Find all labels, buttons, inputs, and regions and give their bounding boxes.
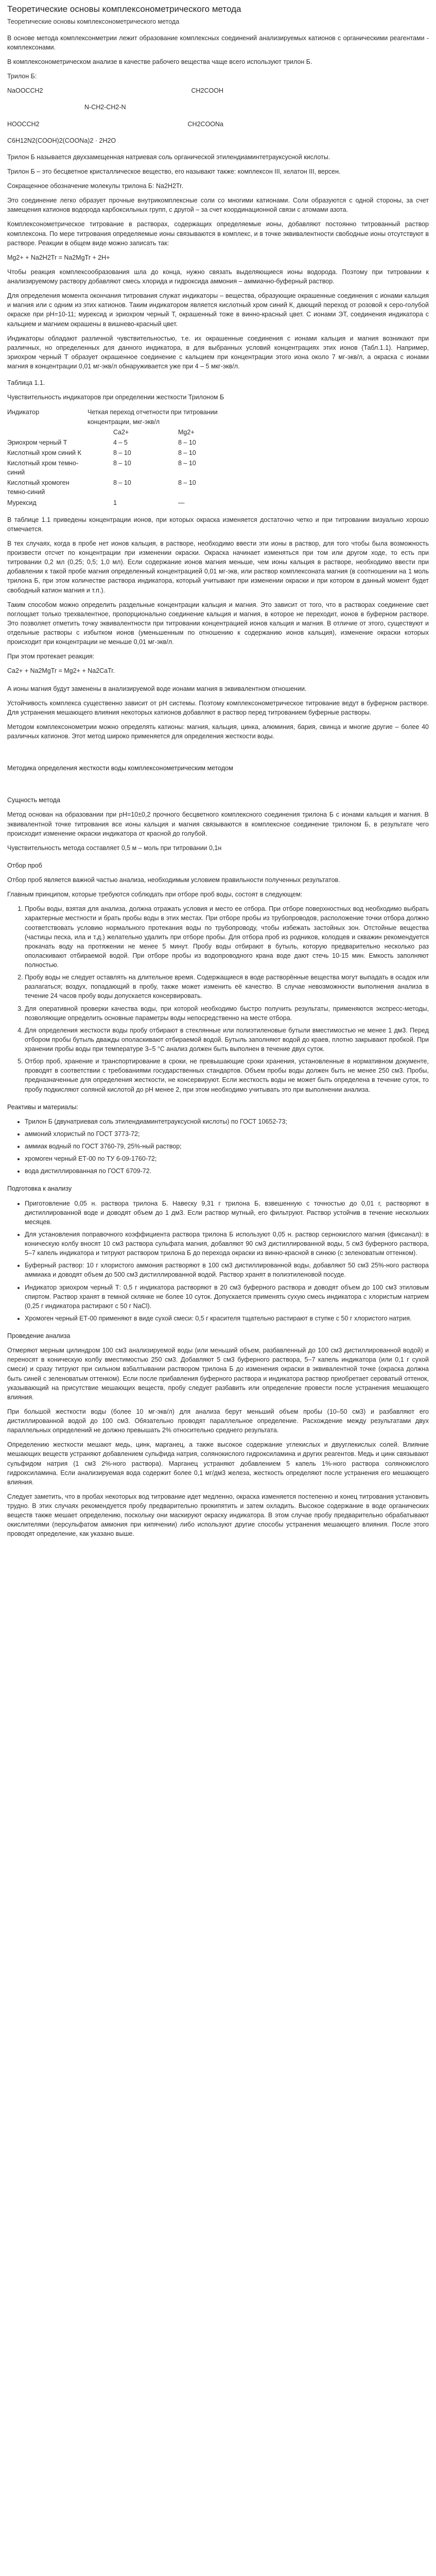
paragraph: В таблице 1.1 приведены концентрации ионов, при которых окраска изменяется достаточно четко и при титровании визуально хорошо отмечается. bbox=[7, 516, 429, 533]
structure-row1-right: CH2COOH bbox=[191, 87, 223, 95]
indicator-table bbox=[7, 407, 245, 507]
table-cell-mg: 8 – 10 bbox=[178, 438, 196, 446]
paragraph: Главным принципом, которые требуются соблюдать при отборе проб воды, состоят в следующем: bbox=[7, 891, 303, 899]
list-item: 2. Пробу воды не следует оставлять на длительное время. Содержащиеся в воде растворённые вещества могут выпадать в осадок или разлагаться; воздух, попадающий в пробу, также может изменить её качество. В случае невозможности выполнения анализа в течение 24 часов пробу воды допускается консервировать. bbox=[25, 973, 429, 1001]
list-item: • Приготовление 0,05 н. раствора трилона Б. Навеску 9,31 г трилона Б, взвешенную с точностью до 0,01 г, растворяют в дистиллированной воде и доводят объем до 1 дм3. Если раствор мутный, его фильтруют. Раствор устойчив в течение нескольких месяцев. bbox=[25, 1199, 429, 1227]
table-cell-name: Кислотный хром темно-синий bbox=[7, 460, 79, 477]
paragraph: Это соединение легко образует прочные внутрикомплексные соли со многими катионами. Соли образуются с одной стороны, за счет замещения катионов водорода карбоксильных групп, с другой – за счет координационной связи с атомами азота. bbox=[7, 197, 429, 214]
paragraph: Устойчивость комплекса существенно зависит от pH системы. Поэтому комплексонометрическое титрование ведут в буферном растворе. Для устранения мешающего влияния некоторых катионов добавляют в раствор перед титрованием буферные растворы. bbox=[7, 699, 429, 716]
list-item: • аммиак водный по ГОСТ 3760-79, 25%-ный раствор; bbox=[25, 1142, 429, 1151]
reaction-equation: Mg2+ + Na2H2Tr = Na2MgTr + 2H+ bbox=[7, 253, 110, 261]
intro-paragraph: В основе метода комплексонметрии лежит образование комплексных соединений анализируемых катионов с органическими реагентами - комплексонами. bbox=[7, 34, 429, 51]
table-cell-mg: — bbox=[178, 499, 185, 506]
section-heading: Подготовка к анализу bbox=[7, 1185, 72, 1193]
paragraph: Чтобы реакция комплексообразования шла до конца, нужно связать выделяющиеся ионы водорода. Поэтому при титровании к анализируемому раствору добавляют смесь хлорида и гидроксида аммония – аммиачно-буферный раствор. bbox=[7, 268, 429, 285]
paragraph: В тех случаях, когда в пробе нет ионов кальция, в растворе, необходимо ввести эти ионы в раствор, для того чтобы была возможность произвести отсчет по концентрации при изменении окраски. Окраска начинает изменяться при том или другом ходе, то есть при титровании 0,2 мл (0,25; 0,5; 1,0 мл). Если содержание ионов магния меньше, чем ионы кальция в растворе, необходимо ввести при добавлении к такой пробе магния определенный концентрацией 0,01 мг-экв, или раствор комплексоната магния (в соотношении на 1 моль трилона Б, при этом количестве раствора индикатора, который учитывают при изменении окраски и при котором в данный момент будет свободный катион магния и т.п.). bbox=[7, 539, 429, 594]
paragraph: Следует заметить, что в пробах некоторых вод титрование идет медленно, окраска изменяется постепенно и конец титрования установить трудно. В этих случаях рекомендуется пробу предварительно прокипятить и затем охладить. Высокое содержание в воде органических веществ также мешает определению, поскольку они маскируют окраску индикатора. В этом случае пробу предварительно обрабатывают окислителями (персульфатом аммония при кипячении) либо используют другие способы устранения мешающего влияния. После этого проводят определение, как указано выше. bbox=[7, 1493, 429, 1538]
table-row bbox=[7, 458, 245, 478]
paragraph: При этом протекает реакция: bbox=[7, 653, 95, 660]
list-item: • Для установления поправочного коэффициента раствора трилона Б используют 0,05 н. раствор сернокислого магния (фиксанал): в коническую колбу вносят 10 см3 раствора сульфата магния, добавляют 90 см3 дистиллированной воды, 5 см3 буферного раствора, 5–7 капель индикатора и титруют раствором трилона Б до перехода окраски из винно-красной в синюю (с зеленоватым оттенком). bbox=[25, 1230, 429, 1258]
list-item: • аммоний хлористый по ГОСТ 3773-72; bbox=[25, 1129, 429, 1139]
trilon-label: Трилон Б: bbox=[7, 73, 37, 80]
table-row bbox=[7, 448, 245, 458]
table-subheader-row bbox=[7, 427, 245, 437]
paragraph: А ионы магния будут заменены в анализируемой воде ионами магния в эквивалентном отношении. bbox=[7, 685, 307, 692]
table-cell-name: Мурексид bbox=[7, 499, 37, 506]
section-heading: Отбор проб bbox=[7, 861, 42, 869]
section-heading: Методика определения жесткости воды комплексонометрическим методом bbox=[7, 765, 233, 772]
table-row bbox=[7, 437, 245, 448]
table-subheader-ca: Ca2+ bbox=[113, 428, 129, 436]
table-header-row bbox=[7, 407, 245, 427]
paragraph: Таким способом можно определить раздельные концентрации кальция и магния. Это зависит от того, что в растворах соединение свет поглощает только трехвалентное, пропорционально соединение кальция и магния, в которое не переходит, ионов в буферном растворе. Это позволяет отметить точку эквивалентности при титровании концентрацией ионов кальция и магния. В отличие от этого, существуют и отдельные растворы с избытком ионов (уменьшенным по отношению к содержанию ионов кальция), изменение окраски которых происходит при концентрации не меньше 0,01 мг-экв/л. bbox=[7, 601, 429, 646]
paragraph: Индикаторы обладают различной чувствительностью, т.е. их окрашенные соединения с ионами кальция и магния возникают при различных, но определенных для данного индикатора, в для выбранных условий концентрациях этих ионов (Табл.1.1). Например, эриохром черный Т образует окрашенное соединение с кальцием при концентрации этого иона около 7 мг-экв/л, а окраска с ионами магния в концентрации 0,01 мг-экв/л обнаруживается уже при 4 – 5 мкг-экв/л. bbox=[7, 334, 429, 370]
paragraph: Отбор проб является важной частью анализа, необходимым условием правильности полученных результатов. bbox=[7, 876, 340, 884]
table-caption: Таблица 1.1. bbox=[7, 379, 45, 387]
paragraph: Для определения момента окончания титрования служат индикаторы – вещества, образующие окрашенные соединения с ионами кальция и магния или с одним из этих катионов. Таким индикатором является кислотный хром синий К, дающий переход от розовой к серо-голубой окраске при pH=10-11; мурексид и эриохром черный Т, окрашенный тоже в винно-красный цвет. С ионами ЭТ, соединения индикатора с кальцием и магнием окрашены в вишнево-красный цвет. bbox=[7, 292, 429, 328]
table-header-indicator: Индикатор bbox=[7, 409, 40, 416]
table-cell-name: Кислотный хромоген темно-синий bbox=[7, 479, 69, 496]
paragraph: Сокращенное обозначение молекулы трилона Б: Na2H2Tr. bbox=[7, 182, 184, 190]
list-item: 3. Для оперативной проверки качества воды, при которой необходимо быстро получить результаты, применяются экспресс-методы, позволяющие определить основные параметры воды непосредственно на месте отбора. bbox=[25, 1004, 429, 1023]
table-row bbox=[7, 498, 245, 508]
paragraph: Трилон Б – это бесцветное кристаллическое вещество, его называют также: комплексон III, хелатон III, версен. bbox=[7, 167, 341, 175]
table-subheader-mg: Mg2+ bbox=[178, 428, 195, 436]
list-item: • хромоген черный ЕТ-00 по ТУ 6-09-1760-72; bbox=[25, 1154, 429, 1163]
list-item: 5. Отбор проб, хранение и транспортирование в сроки, не превышающие сроки хранения, установленные в нормативном документе, проводят в соответствии с требованиями государственных стандартов. Объем пробы воды должен быть не менее 250 см3. Пробы, предназначенные для определения жесткости, не консервируют. Если жесткость воды не может быть определена в течение суток, то пробу подкисляют соляной кислотой до pH менее 2, при этом необходимо учитывать это при выполнении анализа. bbox=[25, 1057, 429, 1094]
list-item: • Индикатор эриохром черный Т: 0,5 г индикатора растворяют в 20 см3 буферного раствора и доводят объем до 100 см3 этиловым спиртом. Раствор хранят в темной склянке не более 10 суток. Допускается применять сухую смесь индикатора с хлористым натрием (0,25 г индикатора растирают с 50 г NaCl). bbox=[25, 1283, 429, 1311]
list-item: 1. Пробы воды, взятая для анализа, должна отражать условия и место ее отбора. При отборе поверхностных вод необходимо выбрать характерные местности и брать пробы воды в этих местах. При отборе пробы из трубопроводов, расположение точки отбора должно соответствовать условию нормального протекания воды по трубопроводу, чтобы избежать застойных зон. Отстойные вещества (частицы песка, ила и т.д.) желательно удалить при отборе пробы. Для отбора проб из родников, колодцев и скважин рекомендуется прокачать воду на протяжении не менее 5 минут. Пробу воды отбирают в бутыль, которую предварительно несколько раз ополаскивают отбираемой водой. При отборе пробы из водопроводного крана воде дают стечь 10-15 мин. Емкость заполняют полностью. bbox=[25, 904, 429, 970]
list-item: • вода дистиллированная по ГОСТ 6709-72. bbox=[25, 1166, 429, 1176]
paragraph: Отмеряют мерным цилиндром 100 см3 анализируемой воды (или меньший объем, разбавленный до 100 см3 дистиллированной водой) и переносят в коническую колбу вместимостью 250 см3. Добавляют 5 см3 буферного раствора, 5–7 капель индикатора (или 0,1 г сухой смеси) и сразу титруют при сильном взбалтывании раствором трилона Б до изменения окраски в эквивалентной точке (окраска должна быть синей с зеленоватым оттенком). Если после прибавления буферного раствора и индикатора раствор приобретает сероватый оттенок, указывающий на присутствие мешающих веществ, пробу следует разбавить или определение провести после устранения мешающего влияния. bbox=[7, 1347, 429, 1401]
list-item: • Буферный раствор: 10 г хлористого аммония растворяют в 100 см3 дистиллированной воды, добавляют 50 см3 25%-ного раствора аммиака и доводят объем до 500 см3 дистиллированной водой. Раствор хранят в полиэтиленовой посуде. bbox=[25, 1261, 429, 1279]
paragraph: Чувствительность метода составляет 0,5 м – моль при титровании 0,1н bbox=[7, 844, 222, 852]
section-heading: Сущность метода bbox=[7, 796, 61, 804]
table-cell-ca: 8 – 10 bbox=[113, 479, 131, 487]
paragraph: Методом комплексонометрии можно определять катионы: магния, кальция, цинка, алюминия, бария, свинца и многие другие – более 40 различных катионов. Этот метод широко применяется для определения жесткости воды. bbox=[7, 723, 429, 740]
structure-row4: C6H12N2(COOH)2(COONa)2 · 2H2O bbox=[7, 137, 116, 144]
list-item: • Хромоген черный ЕТ-00 применяют в виде сухой смеси: 0,5 г красителя тщательно растирают в ступке с 50 г хлористого натрия. bbox=[25, 1314, 429, 1323]
prep-list bbox=[7, 1199, 429, 1324]
page-title: Теоретические основы комплексонометрического метода bbox=[7, 4, 241, 14]
table-row bbox=[7, 478, 245, 497]
intro-paragraph: В комплексонометрическом анализе в качестве рабочего вещества чаще всего используют трилон Б. bbox=[7, 58, 312, 66]
paragraph: Определению жесткости мешают медь, цинк, марганец, а также высокое содержание углекислых и двууглекислых солей. Влияние мешающих веществ устраняют добавлением сульфида натрия, солянокислого гидроксиламина и других реагентов. Медь и цинк связывают сульфидом натрия (1 см3 2%-ного раствора). Марганец устраняют добавлением 5 капель 1%-ного раствора солянокислого гидроксиламина. Если анализируемая вода содержит более 0,1 мг/дм3 железа, жесткость определяют после устранения его мешающего влияния. bbox=[7, 1441, 429, 1486]
table-title: Чувствительность индикаторов при определении жесткости Трилоном Б bbox=[7, 394, 224, 401]
paragraph: Трилон Б называется двухзамещенная натриевая соль органической этилендиаминтетрауксусной кислоты. bbox=[7, 153, 330, 161]
section-heading: Проведение анализа bbox=[7, 1332, 71, 1340]
structure-row2: N-CH2-CH2-N bbox=[84, 104, 126, 111]
paragraph: Комплексонометрическое титрование в растворах, содержащих определяемые ионы, добавляют постоянно титрованный раствор комплексона. По мере титрования определяемые ионы связываются в комплекс, и в точке эквивалентности свободные ионы отсутствуют в растворе. Реакции в общем виде можно записать так: bbox=[7, 221, 429, 247]
table-cell-name: Кислотный хром синий К bbox=[7, 449, 81, 456]
section-heading: Реактивы и материалы: bbox=[7, 1103, 79, 1111]
page-subtitle: Теоретические основы комплексонометрического метода bbox=[7, 18, 180, 25]
table-cell-ca: 4 – 5 bbox=[113, 438, 128, 446]
structure-row3-right: CH2COONa bbox=[187, 120, 223, 128]
table-cell-ca: 1 bbox=[113, 499, 117, 506]
table-cell-mg: 8 – 10 bbox=[178, 449, 196, 456]
list-item: • Трилон Б (двунатриевая соль этилендиаминтетрауксусной кислоты) по ГОСТ 10652-73; bbox=[25, 1117, 429, 1126]
table-header-threshold: Четкая переход отчетности при титровании концентрации, мкг-экв/л bbox=[88, 409, 218, 426]
table-cell-ca: 8 – 10 bbox=[113, 460, 131, 467]
table-cell-mg: 8 – 10 bbox=[178, 460, 196, 467]
list-item: 4. Для определения жесткости воды пробу отбирают в стеклянные или полиэтиленовые бутыли вместимостью не менее 1 дм3. Перед отбором пробы бутыль дважды ополаскивают отбираемой водой. Бутыль заполняют водой до краев, плотно закрывают пробкой. При хранении пробы воды при температуре 3–5 °С анализ должен быть выполнен в течение двух суток. bbox=[25, 1026, 429, 1054]
reaction-equation: Ca2+ + Na2MgTr = Mg2+ + Na2CaTr. bbox=[7, 667, 115, 675]
structure-formula bbox=[7, 86, 429, 145]
structure-row3-left: HOOCCH2 bbox=[7, 120, 40, 128]
paragraph: При большой жесткости воды (более 10 мг-экв/л) для анализа берут меньший объем пробы (10–50 см3) и разбавляют его дистиллированной водой до 100 см3. Обязательно проводят параллельное определение. Расхождение между результатами двух параллельных определений не должно превышать 2% относительно среднего результата. bbox=[7, 1408, 429, 1434]
structure-row1-left: NaOOCCH2 bbox=[7, 87, 43, 95]
sampling-list bbox=[7, 904, 429, 1094]
table-cell-ca: 8 – 10 bbox=[113, 449, 131, 456]
reagents-list bbox=[7, 1117, 429, 1176]
table-cell-name: Эриохром черный Т bbox=[7, 438, 67, 446]
table-cell-mg: 8 – 10 bbox=[178, 479, 196, 487]
paragraph: Метод основан на образовании при pH=10±0,2 прочного бесцветного комплексного соединения трилона Б с ионами кальция и магния. В эквивалентной точке титрования все ионы кальция и магния связываются в комплексное соединение трилоном Б, в результате чего происходит изменение окраски индикатора от красной до голубой. bbox=[7, 811, 429, 837]
